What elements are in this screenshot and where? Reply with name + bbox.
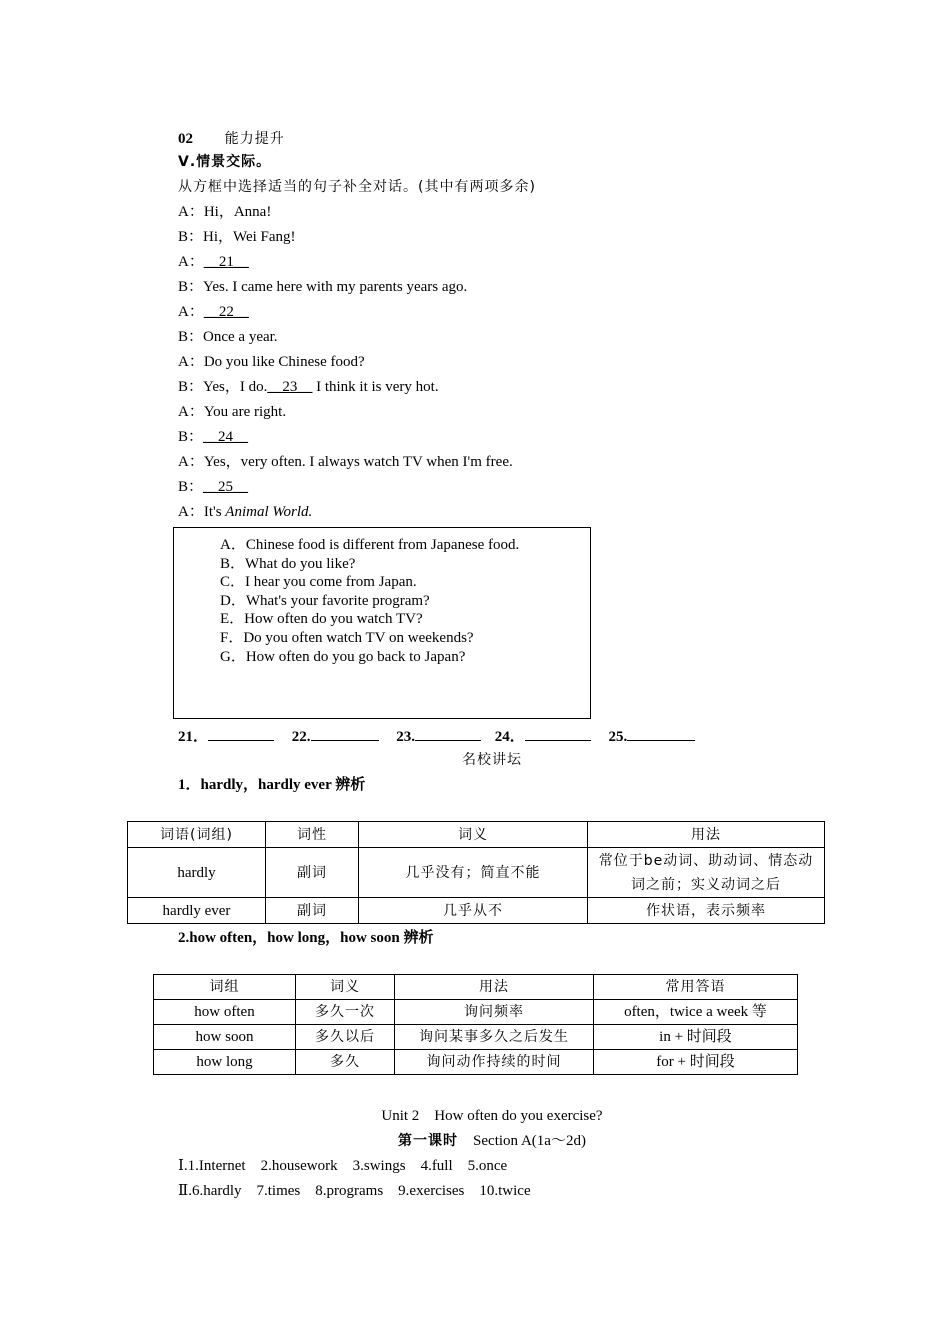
answer-blank[interactable]: __24__ [203,429,249,445]
exercise-title: Ⅴ.情景交际。 [178,154,272,170]
table-row: how often 多久一次 询问频率 often，twice a week 等 [154,1000,798,1025]
answer-field-24[interactable] [525,726,591,741]
dialogue-line: B：Yes. I came here with my parents years ago. [178,279,468,295]
table-header-row: 词组 词义 用法 常用答语 [154,975,798,1000]
dialogue-line: A：Hi，Anna! [178,204,272,220]
table-row: how long 多久 询问动作持续的时间 for + 时间段 [154,1050,798,1075]
answer-blank[interactable]: __25__ [203,479,249,495]
unit-title: Unit 2 How often do you exercise? [381,1108,603,1124]
dialogue-line: A：__21__ [178,254,249,270]
dialogue-line: A：Do you like Chinese food? [178,354,365,370]
exercise-instruction: 从方框中选择适当的句子补全对话。(其中有两项多余) [178,179,536,195]
table-row: hardly ever 副词 几乎从不 作状语，表示频率 [128,898,825,924]
answer-key-line-1: Ⅰ.1.Internet 2.housework 3.swings 4.full 5.once [178,1158,508,1174]
answer-blank[interactable]: __23__ [267,379,313,395]
answer-row: 21． 22. 23. 24． 25. [178,726,695,746]
option-item: E．How often do you watch TV? [220,611,423,627]
dialogue-line: B：Yes，I do.__23__ I think it is very hot. [178,379,439,395]
answer-blank[interactable]: __22__ [203,304,249,320]
option-item: A．Chinese food is different from Japanese food. [220,537,520,553]
section-number: 02 [178,131,193,147]
option-item: D．What's your favorite program? [220,593,430,609]
option-item: C．I hear you come from Japan. [220,574,417,590]
answer-key-line-2: Ⅱ.6.hardly 7.times 8.programs 9.exercises 10.twice [178,1183,531,1199]
dialogue-line: B：Once a year. [178,329,278,345]
lesson-title: 第一课时 Section A(1a～2d) [398,1133,586,1149]
lecture-title: 名校讲坛 [462,752,522,768]
option-item: F．Do you often watch TV on weekends? [220,630,474,646]
answer-field-25[interactable] [627,726,695,741]
table-row: hardly 副词 几乎没有；简直不能 常位于be动词、助动词、情态动词之前；实义动词之后 [128,848,825,898]
dialogue-line: A：It's Animal World. [178,504,313,520]
option-item: G．How often do you go back to Japan? [220,649,466,665]
answer-field-21[interactable] [208,726,274,741]
point1-title: 1．hardly，hardly ever 辨析 [178,777,366,793]
dialogue-line: A：__22__ [178,304,249,320]
answer-field-23[interactable] [415,726,481,741]
dialogue-line: A：Yes，very often. I always watch TV when I'm free. [178,454,513,470]
dialogue-line: B：__24__ [178,429,249,445]
table-header-row: 词语(词组) 词性 词义 用法 [128,822,825,848]
section-title: 能力提升 [224,131,285,147]
option-item: B．What do you like? [220,556,356,572]
table-row: how soon 多久以后 询问某事多久之后发生 in + 时间段 [154,1025,798,1050]
answer-blank[interactable]: __21__ [203,254,249,270]
section-header [178,128,285,148]
answer-field-22[interactable] [311,726,379,741]
dialogue-line: B：Hi，Wei Fang! [178,229,296,245]
dialogue-line: A：You are right. [178,404,287,420]
table-how [153,974,798,1075]
dialogue-line: B：__25__ [178,479,249,495]
table-hardly [127,821,825,924]
point2-title: 2.how often，how long，how soon 辨析 [178,930,434,946]
